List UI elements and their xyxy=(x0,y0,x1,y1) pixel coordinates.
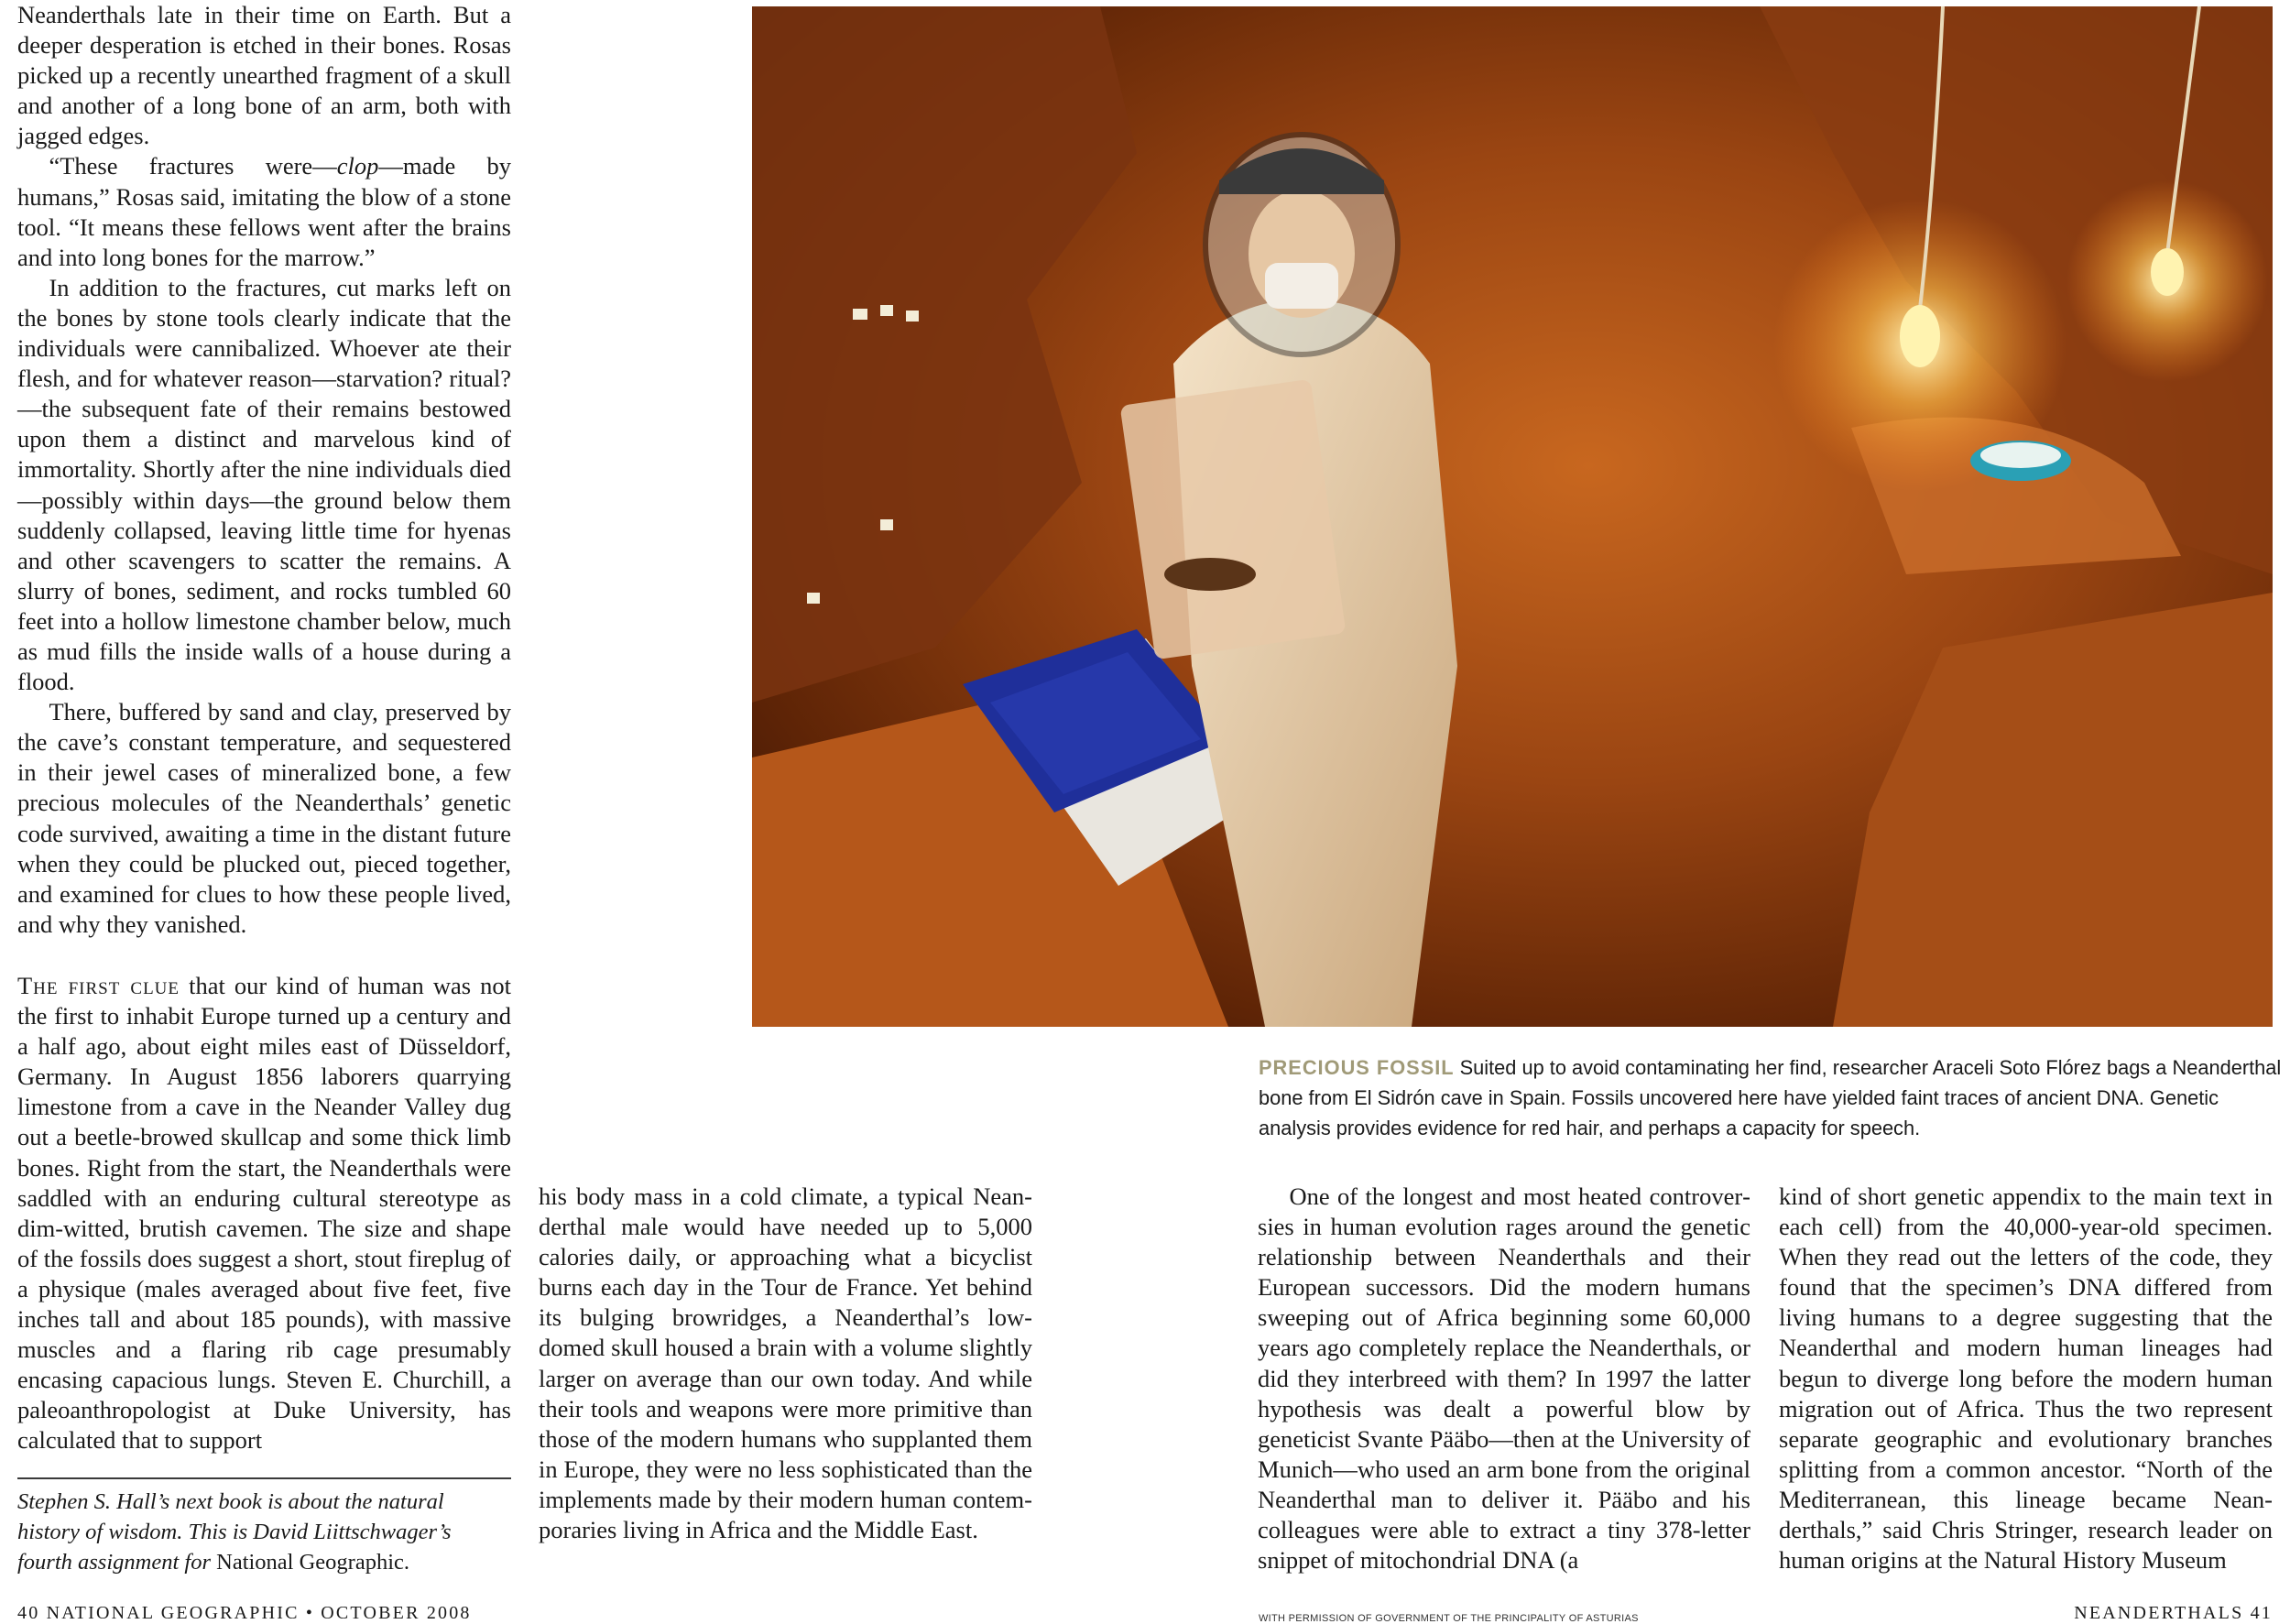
paragraph-4: There, buffered by sand and clay, preserved by the cave’s constant temperature, and sequestered in their jewel cases of mineralized bone, a few precious molecules of the Neanderthals’ genetic code survived, awaiting a time in the distant future when they could be plucked out, pieced together, and examined for clues to how these people lived, and why they vanished. xyxy=(17,698,511,938)
cave-photograph xyxy=(752,6,2273,1027)
section-lead-in: The first clue xyxy=(17,972,180,999)
caption-text: Suited up to avoid contaminating her find, researcher Araceli Soto Flórez bags a Neanderthal bone from El Sidrón cave in Spain. Fossils uncovered here have yielded faint traces of ancient DNA. Genetic analysis provides evidence for red hair, and perhaps a capacity for speech. xyxy=(1259,1056,2282,1139)
article-column-1-bottom xyxy=(17,971,511,1456)
paragraph-7: One of the longest and most heated controversies in human evolution rages around the genetic relationship between Neanderthals and their European successors. Did the modern humans sweeping out of Africa beginning some 60,000 years ago completely replace the Neanderthals, or did they interbreed with them? In 1997 the latter hypothesis was dealt a powerful blow by geneticist Svante Pääbo—then at the University of Munich—who used an arm bone from the original Neanderthal man to deliver it. Pääbo and his colleagues were able to extract a tiny 378-letter snippet of mitochondrial DNA (a xyxy=(1258,1183,1750,1575)
face-mask xyxy=(1265,263,1338,309)
cave-scene-illustration xyxy=(752,6,2273,1027)
paragraph-8: kind of short genetic appendix to the main text in each cell) from the 40,000-year-old specimen. When they read out the letters of the code, they found that the specimen’s DNA differed from living humans to a degree suggesting that the Neanderthal and modern human lineages had begun to diverge long before the modern human migration out of Africa. Thus the two represent separate geographic and evolutionary branches splitting from a common ancestor. “North of the Mediterranean, this lineage became Neanderthals,” said Chris Stringer, research leader on human origins at the Natural History Museum xyxy=(1779,1183,2273,1575)
folio-right: NEANDERTHALS 41 xyxy=(2074,1603,2273,1623)
lamp-bulb-2 xyxy=(2151,248,2184,296)
article-column-3 xyxy=(1258,1182,1750,1575)
rock-foreground-right xyxy=(1833,593,2273,1027)
article-column-4 xyxy=(1779,1182,2273,1575)
folio-left: 40 NATIONAL GEOGRAPHIC • OCTOBER 2008 xyxy=(17,1603,472,1623)
article-column-2 xyxy=(539,1182,1032,1545)
marker-tag xyxy=(853,309,867,320)
photo-caption xyxy=(1259,1052,2285,1143)
author-bio: Stephen S. Hall’s next book is about the natural history of wisdom. This is David Liittschwager’s fourth assignment for National Geographic. xyxy=(17,1489,452,1575)
paragraph-2: “These fractures were—clop—made by humans,” Rosas said, imitating the blow of a stone tool. “It means these fellows went after the brains and into long bones for the marrow.” xyxy=(17,152,511,271)
paragraph-1: Neanderthals late in their time on Earth. But a deeper desperation is etched in their bones. Rosas picked up a recently unearthed fragment of a skull and another of a long bone of an arm, both with jagged edges. xyxy=(17,1,511,150)
bio-divider xyxy=(17,1477,511,1479)
paragraph-5: The first clue that our kind of human was not the first to inhabit Europe turned up a century and a half ago, about eight miles east of Düsseldorf, Germany. In August 1856 laborers quarrying limestone from a cave in the Neander Valley dug out a beetle-browed skullcap and some thick limb bones. Right from the start, the Neanderthals were saddled with an enduring cultural stereotype as dim-witted, brutish cavemen. The size and shape of the fossils does suggest a short, stout fireplug of a physique (males averaged about five feet, five inches tall and about 185 pounds), with massive muscles and a flaring rib cage presumably encasing capacious lungs. Steven E. Churchill, a paleoanthropologist at Duke University, has calculated that to support xyxy=(17,972,511,1455)
lamp-bulb-1 xyxy=(1900,305,1940,367)
specimen-bag xyxy=(1120,379,1347,660)
paragraph-3: In addition to the fractures, cut marks left on the bones by stone tools clearly indicate that the individuals were cannibalized. Whoever ate their flesh, and for whatever reason—starvation? ritual?—the subsequent fate of their remains bestowed upon them a distinct and marvelous kind of immortality. Shortly after the nine individuals died—possibly within days—the ground below them suddenly collapsed, leaving little time for hyenas and other scavengers to scatter the remains. A slurry of bones, sediment, and rocks tumbled 60 feet into a hollow limestone chamber below, much as mud fills the inside walls of a house during a flood. xyxy=(17,273,511,696)
bone-fragment xyxy=(1164,558,1256,591)
article-column-1-top xyxy=(17,0,511,940)
caption-lead: PRECIOUS FOSSIL xyxy=(1259,1056,1455,1079)
paragraph-6: his body mass in a cold climate, a typical Neanderthal male would have needed up to 5,000 calories daily, or approaching what a bicyclist burns each day in the Tour de France. Yet behind its bulging browridges, a Neanderthal’s low-domed skull housed a brain with a volume slightly larger on average than our own today. And while their tools and weapons were more primitive than those of the modern humans who supplanted them in Europe, they were no less sophisticated than the implements made by their modern human contemporaries living in Africa and the Middle East. xyxy=(539,1183,1032,1544)
photo-credit: WITH PERMISSION OF GOVERNMENT OF THE PRINCIPALITY OF ASTURIAS xyxy=(1259,1613,1639,1624)
